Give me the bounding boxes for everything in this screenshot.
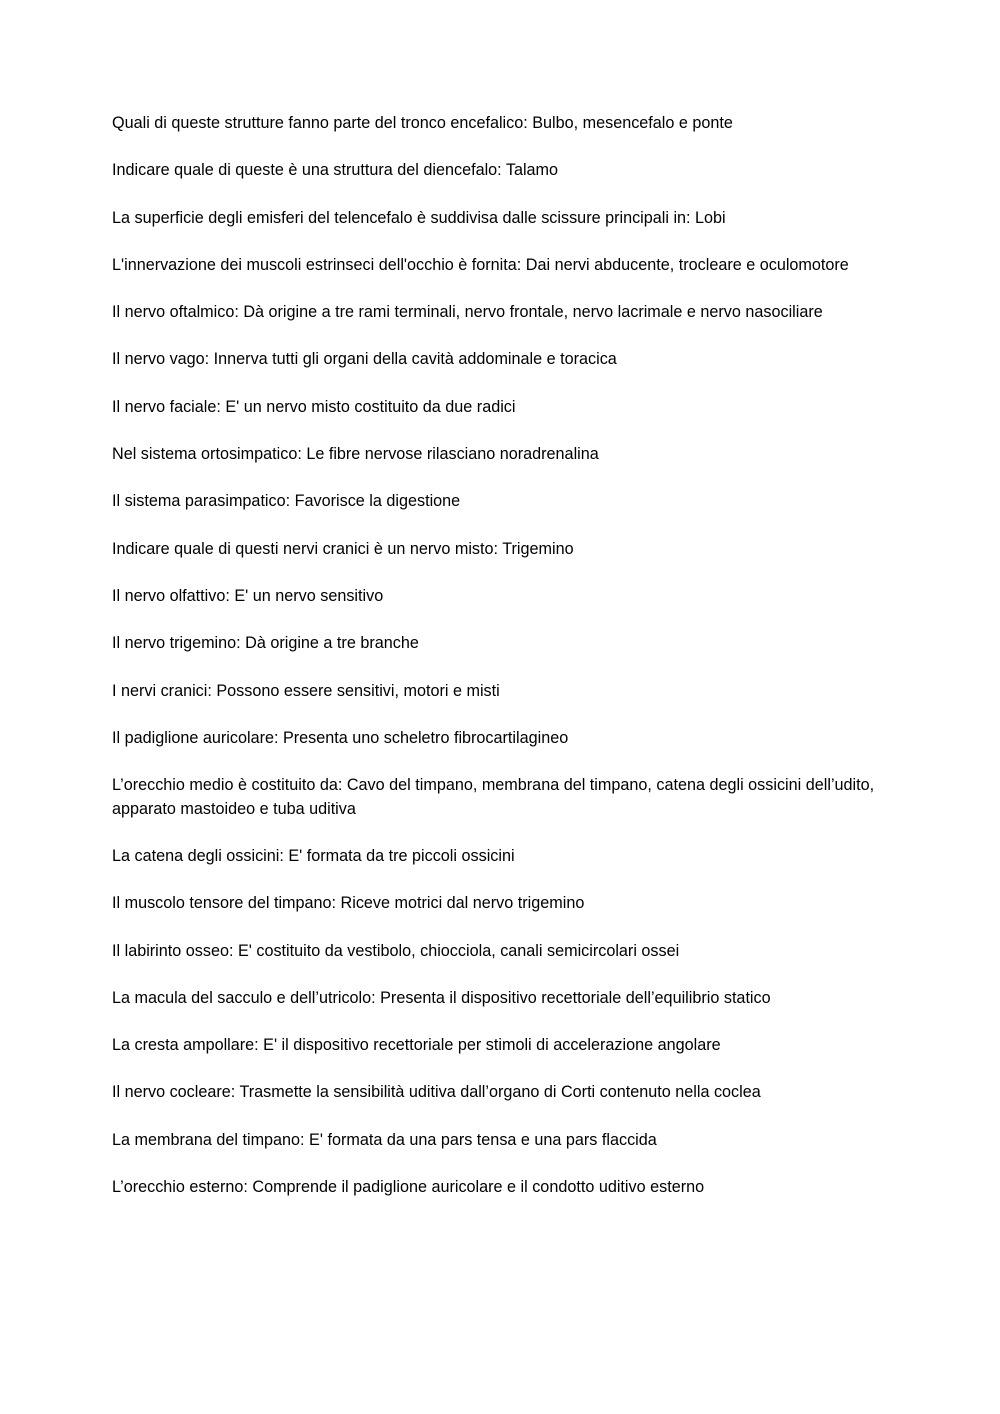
paragraph: Il nervo oftalmico: Dà origine a tre rami terminali, nervo frontale, nervo lacrimale e nervo nasociliare	[112, 303, 823, 322]
paragraph: Il sistema parasimpatico: Favorisce la digestione	[112, 492, 461, 511]
paragraph: Nel sistema ortosimpatico: Le fibre nervose rilasciano noradrenalina	[112, 445, 599, 464]
paragraph: L'innervazione dei muscoli estrinseci dell'occhio è fornita: Dai nervi abducente, trocleare e oculomotore	[112, 255, 849, 274]
paragraph: Quali di queste strutture fanno parte del tronco encefalico: Bulbo, mesencefalo e ponte	[112, 114, 733, 132]
paragraph: La cresta ampollare: E' il dispositivo recettoriale per stimoli di accelerazione angolare	[112, 1036, 721, 1055]
paragraph: Il nervo faciale: E' un nervo misto costituito da due radici	[112, 397, 516, 416]
paragraph: Il padiglione auricolare: Presenta uno scheletro fibrocartilagineo	[112, 728, 569, 747]
paragraph: La membrana del timpano: E' formata da una pars tensa e una pars flaccida	[112, 1130, 657, 1149]
paragraph: L’orecchio medio è costituito da: Cavo del timpano, membrana del timpano, catena degli ossicini dell’udito, apparato mastoideo e tuba uditiva	[112, 776, 875, 818]
paragraph: I nervi cranici: Possono essere sensitivi, motori e misti	[112, 681, 500, 700]
paragraph: Il muscolo tensore del timpano: Riceve motrici dal nervo trigemino	[112, 894, 585, 913]
paragraph: Il nervo trigemino: Dà origine a tre branche	[112, 634, 419, 653]
paragraph: La macula del sacculo e dell’utricolo: Presenta il dispositivo recettoriale dell’equilibrio statico	[112, 988, 771, 1007]
paragraph: La catena degli ossicini: E' formata da tre piccoli ossicini	[112, 846, 515, 865]
paragraph: Il labirinto osseo: E' costituito da vestibolo, chiocciola, canali semicircolari ossei	[112, 941, 680, 960]
paragraph: Il nervo vago: Innerva tutti gli organi della cavità addominale e toracica	[112, 350, 617, 369]
paragraph: Il nervo olfattivo: E' un nervo sensitivo	[112, 586, 384, 605]
paragraph: La superficie degli emisferi del telencefalo è suddivisa dalle scissure principali in: Lobi	[112, 208, 726, 227]
paragraph: Indicare quale di questi nervi cranici è un nervo misto: Trigemino	[112, 539, 574, 558]
paragraph: Indicare quale di queste è una struttura del diencefalo: Talamo	[112, 161, 559, 180]
document-body	[112, 112, 882, 1223]
paragraph: Il nervo cocleare: Trasmette la sensibilità uditiva dall’organo di Corti contenuto nella coclea	[112, 1083, 761, 1102]
paragraph: L’orecchio esterno: Comprende il padiglione auricolare e il condotto uditivo esterno	[112, 1178, 705, 1197]
